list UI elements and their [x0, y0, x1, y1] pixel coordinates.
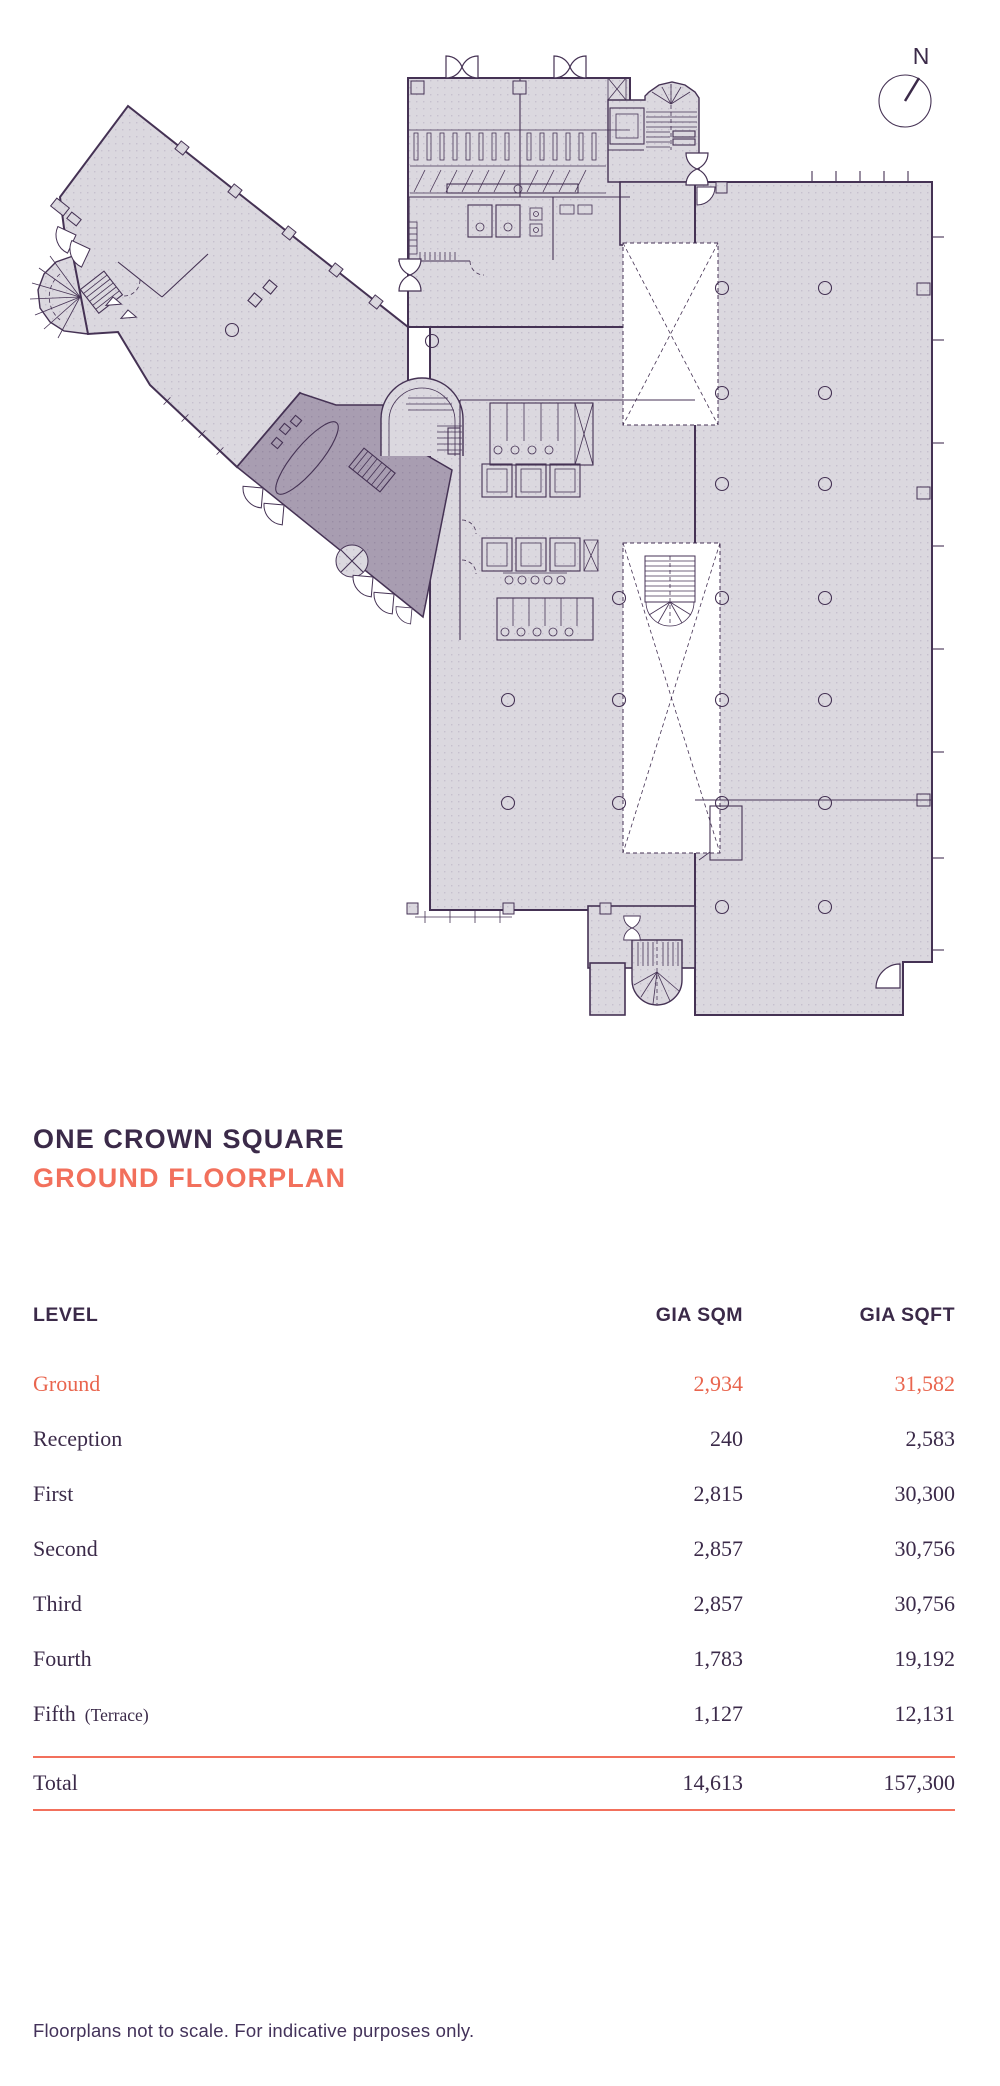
sqft-cell: 30,756	[894, 1591, 955, 1616]
atrium-void-upper	[623, 243, 718, 425]
compass-north-label: N	[912, 43, 930, 69]
table-header-row	[33, 1304, 955, 1327]
sqm-cell: 2,815	[693, 1481, 743, 1506]
north-compass-icon	[879, 43, 931, 127]
revolving-door	[336, 545, 368, 577]
table-row	[33, 1371, 955, 1426]
level-cell: Fifth (Terrace)	[33, 1701, 149, 1726]
total-label: Total	[33, 1770, 78, 1795]
level-cell: Second	[33, 1536, 98, 1561]
sqm-cell: 1,127	[693, 1701, 743, 1726]
sqft-cell: 2,583	[905, 1426, 955, 1451]
level-cell: Fourth	[33, 1646, 92, 1671]
sqft-cell: 31,582	[894, 1371, 955, 1396]
page-title: ONE CROWN SQUARE	[33, 1124, 345, 1154]
area-schedule-table	[33, 1304, 955, 1811]
sqm-cell: 1,783	[693, 1646, 743, 1671]
sqft-cell: 12,131	[894, 1701, 955, 1726]
sqm-cell: 2,857	[693, 1591, 743, 1616]
table-row	[33, 1536, 955, 1591]
col-header-sqm: GIA SQM	[655, 1304, 743, 1326]
col-header-sqft: GIA SQFT	[859, 1304, 955, 1326]
sqm-cell: 240	[710, 1426, 743, 1451]
col-header-level: LEVEL	[33, 1304, 99, 1326]
table-total-row	[33, 1756, 955, 1811]
table-row	[33, 1591, 955, 1646]
level-cell: Ground	[33, 1371, 101, 1396]
disclaimer-text: Floorplans not to scale. For indicative purposes only.	[33, 2020, 475, 2041]
level-note: (Terrace)	[84, 1705, 149, 1725]
total-sqft: 157,300	[883, 1770, 955, 1795]
table-row	[33, 1426, 955, 1481]
title-block	[33, 1124, 346, 1194]
level-cell: Reception	[33, 1426, 123, 1451]
level-cell: Third	[33, 1591, 82, 1616]
atrium-void-lower	[623, 543, 720, 853]
total-sqm: 14,613	[682, 1770, 743, 1795]
level-cell: First	[33, 1481, 74, 1506]
sqft-cell: 30,300	[894, 1481, 955, 1506]
table-row	[33, 1701, 955, 1756]
sqft-cell: 19,192	[894, 1646, 955, 1671]
page-subtitle: GROUND FLOORPLAN	[33, 1163, 347, 1193]
table-row	[33, 1646, 955, 1701]
sqm-cell: 2,934	[693, 1371, 743, 1396]
building-outline	[38, 78, 932, 1015]
table-body	[33, 1371, 955, 1811]
sqm-cell: 2,857	[693, 1536, 743, 1561]
sqft-cell: 30,756	[894, 1536, 955, 1561]
table-row	[33, 1481, 955, 1536]
